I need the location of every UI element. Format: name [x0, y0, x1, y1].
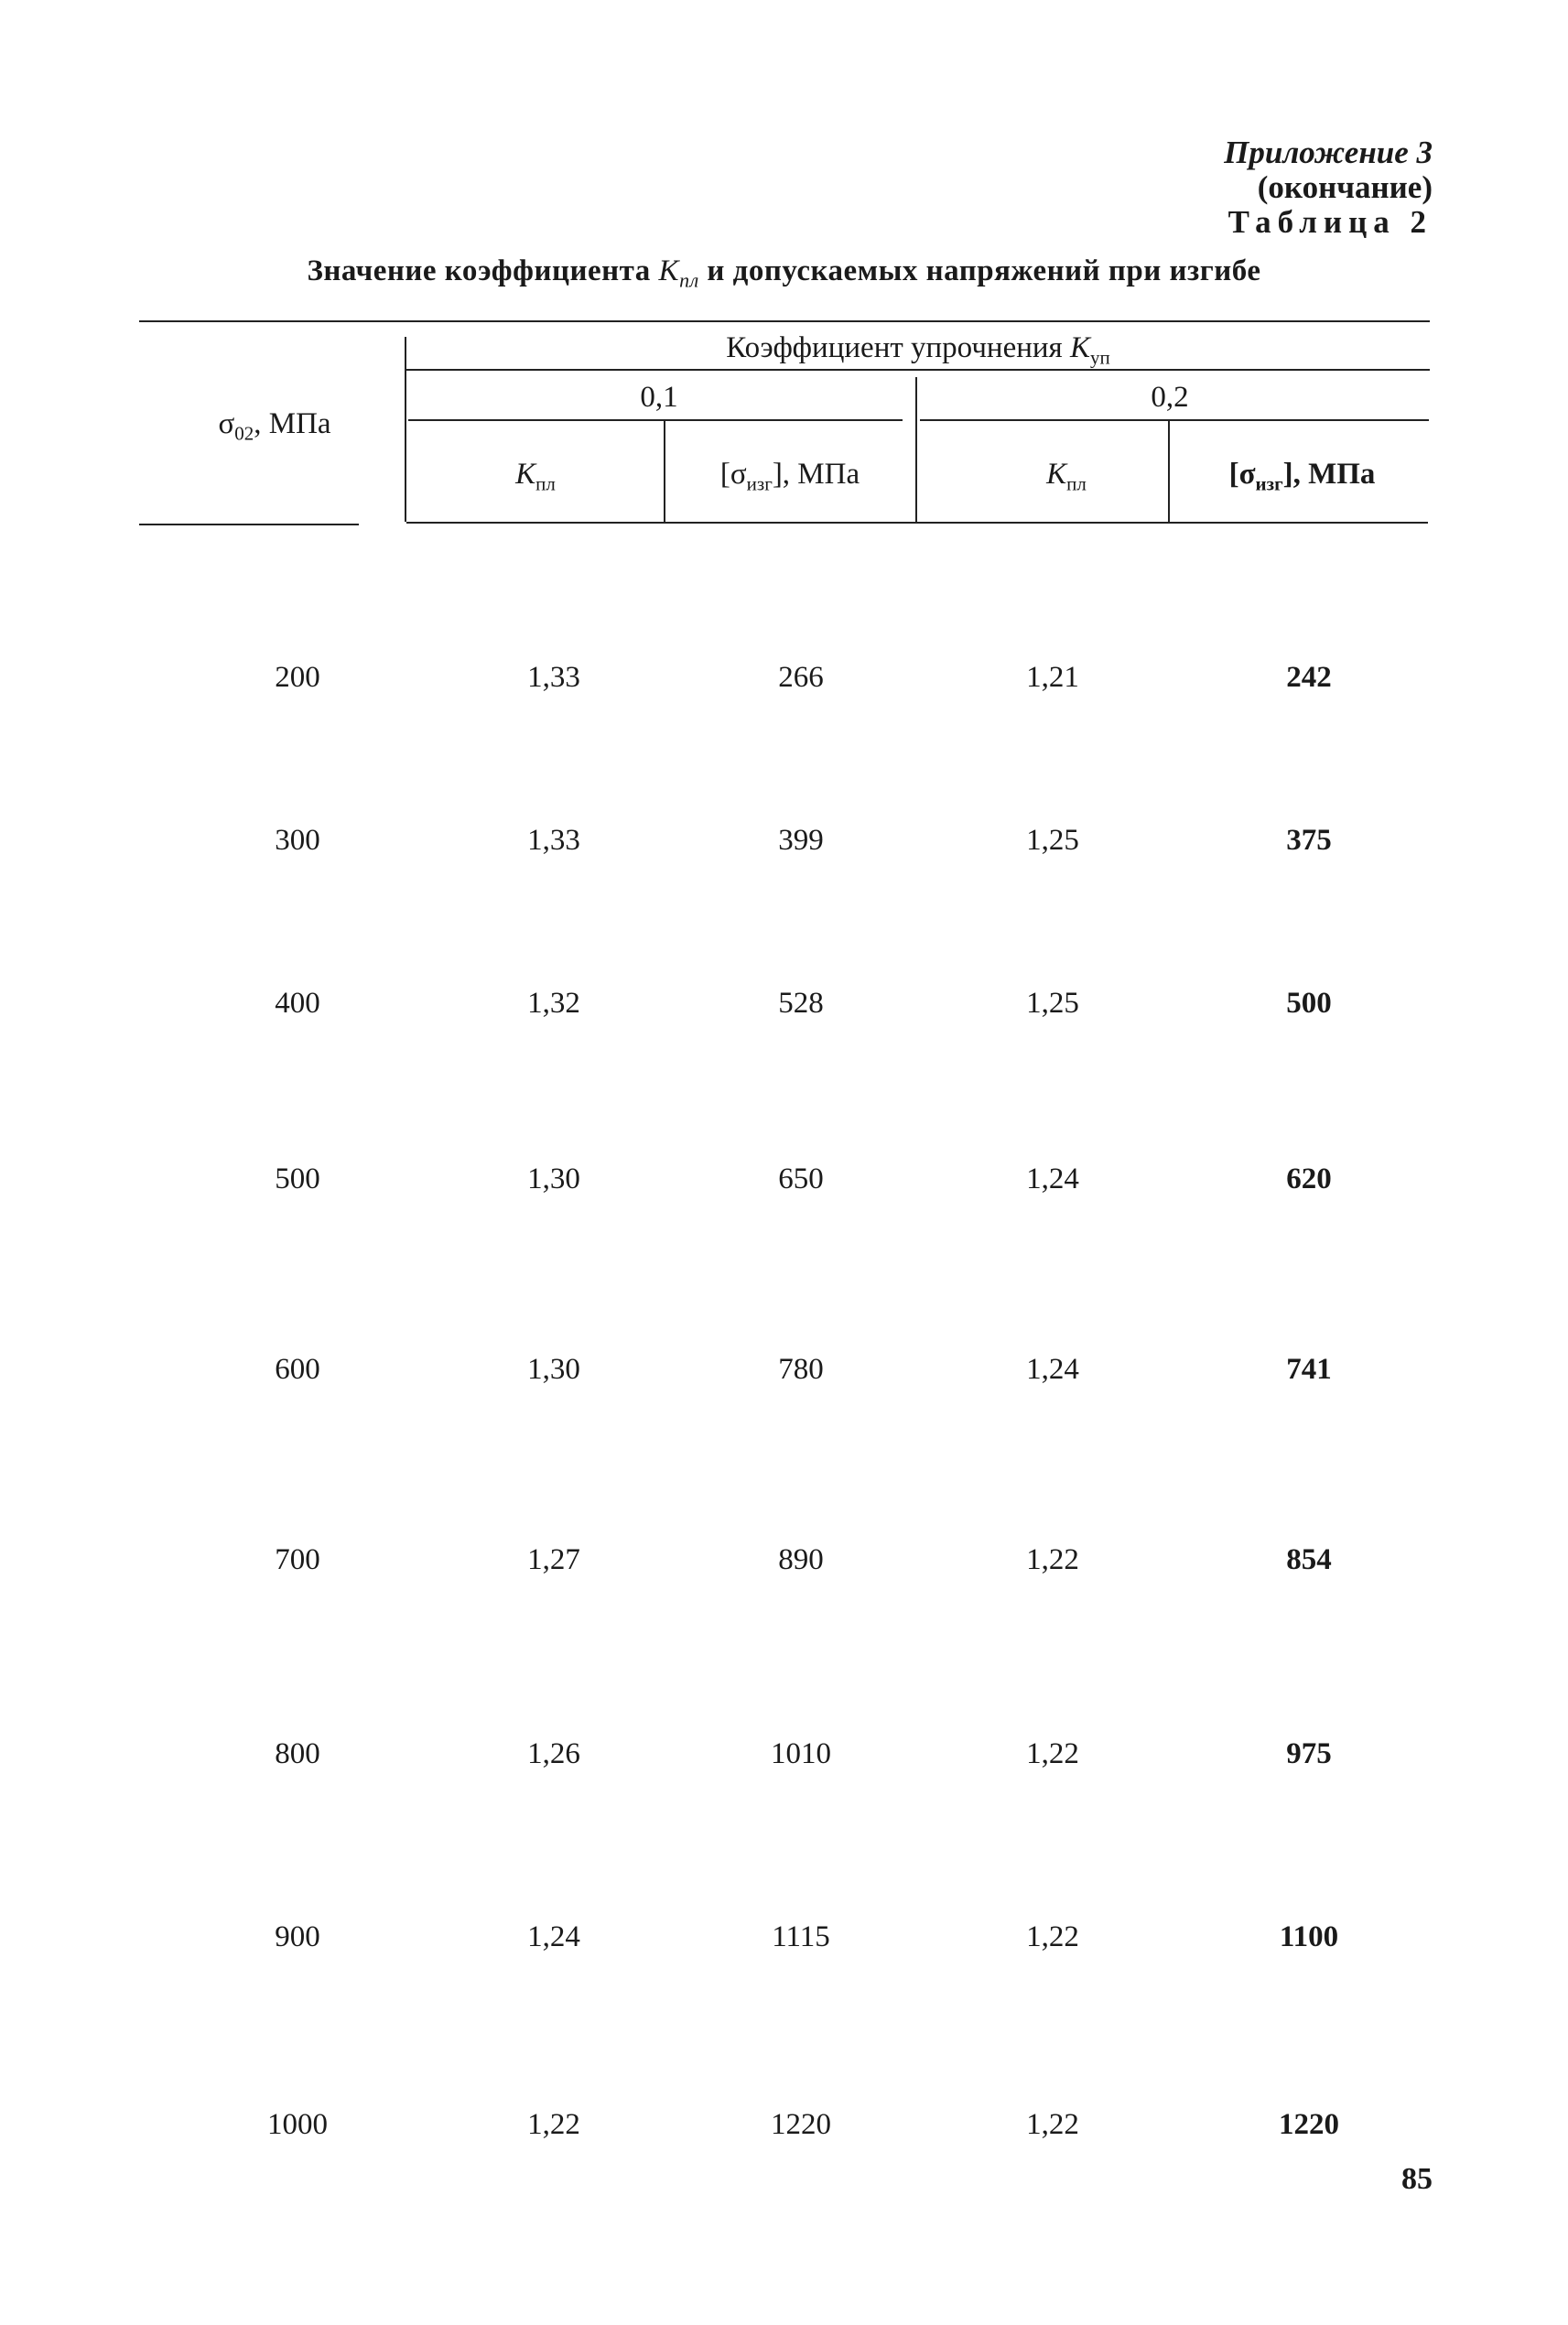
table-row-key-cell: 300 — [275, 824, 320, 857]
subheader-sigma-izg-1-subscript: изг — [746, 472, 773, 495]
table-cell: 1,22 — [1026, 1920, 1079, 1953]
header-hardening-coefficient — [406, 331, 1430, 370]
table-row-key-cell: 500 — [275, 1162, 320, 1195]
table-cell: 1,22 — [1026, 1543, 1079, 1576]
table-cell: 1,30 — [527, 1162, 580, 1195]
group-header-symbol: K — [1069, 331, 1090, 364]
group-header-text: Коэффициент упрочнения — [726, 331, 1070, 364]
table-cell: 399 — [778, 824, 824, 857]
table-cell: 1115 — [772, 1920, 830, 1953]
table-label: Таблица 2 — [1227, 204, 1433, 240]
caption-k-subscript: пл — [679, 268, 699, 292]
header-bottom-rule-right — [406, 522, 1428, 524]
header-sigma02-subscript: 02 — [234, 422, 254, 445]
subheader-sigma-izg-2-subscript: изг — [1255, 472, 1283, 495]
table-cell: 266 — [778, 661, 824, 694]
table-row-key-cell: 700 — [275, 1543, 320, 1576]
table-cell: 1,24 — [527, 1920, 580, 1953]
subheader-kpl-1 — [444, 458, 627, 496]
table-cell: 1,21 — [1026, 661, 1079, 694]
table-cell: 1,27 — [527, 1543, 580, 1576]
table-cell: 1,26 — [527, 1737, 580, 1770]
subheader-sigma-izg-2-symbol: [σ — [1228, 458, 1256, 491]
table-cell: 780 — [778, 1353, 824, 1386]
subheader-sigma-izg-2-unit: ], МПа — [1282, 458, 1376, 491]
table-cell: 1,30 — [527, 1353, 580, 1386]
subgroup-rule-left — [408, 419, 903, 421]
table-cell: 1,22 — [527, 2108, 580, 2141]
subheader-kpl-2-subscript: пл — [1066, 472, 1087, 495]
subheader-kpl-1-symbol: K — [515, 458, 536, 491]
table-cell: 1,33 — [527, 661, 580, 694]
subheader-sigma-izg-1-symbol: [σ — [719, 458, 747, 491]
table-row-key-cell: 600 — [275, 1353, 320, 1386]
table-row-key-cell: 900 — [275, 1920, 320, 1953]
header-sigma02-unit: , МПа — [254, 407, 331, 440]
appendix-subtitle: (окончание) — [1257, 169, 1433, 205]
subheader-sigma-izg-1 — [676, 458, 904, 496]
header-sigma02-symbol: σ — [218, 407, 235, 440]
table-cell: 1,25 — [1026, 987, 1079, 1020]
table-cell: 1,25 — [1026, 824, 1079, 857]
subheader-sigma-izg-1-unit: ], МПа — [772, 458, 860, 491]
subgroup-label-01: 0,1 — [640, 381, 678, 414]
caption-text-end: и допускаемых напряжений при изгибе — [698, 254, 1261, 287]
subheader-sigma-izg-2 — [1181, 458, 1423, 496]
table-cell: 1010 — [771, 1737, 831, 1770]
table-cell: 528 — [778, 987, 824, 1020]
subheader-kpl-2-symbol: K — [1046, 458, 1067, 491]
table-cell: 1,22 — [1026, 2108, 1079, 2141]
subheader-kpl-1-subscript: пл — [535, 472, 556, 495]
table-cell: 1100 — [1279, 1920, 1339, 1953]
table-cell: 500 — [1286, 987, 1332, 1020]
appendix-heading — [1224, 135, 1433, 240]
table-cell: 890 — [778, 1543, 824, 1576]
column-divider-2 — [664, 421, 665, 522]
caption-text-start: Значение коэффициента — [307, 254, 659, 287]
table-row-key-cell: 800 — [275, 1737, 320, 1770]
table-cell: 620 — [1286, 1162, 1332, 1195]
column-divider-4 — [1168, 421, 1170, 522]
table-cell: 1,32 — [527, 987, 580, 1020]
table-cell: 1,22 — [1026, 1737, 1079, 1770]
table-cell: 1,24 — [1026, 1353, 1079, 1386]
table-row-key-cell: 1000 — [267, 2108, 328, 2141]
table-cell: 650 — [778, 1162, 824, 1195]
column-divider-3 — [915, 377, 917, 522]
table-cell: 1,24 — [1026, 1162, 1079, 1195]
group-header-subscript: уп — [1090, 346, 1110, 369]
table-top-rule — [139, 320, 1430, 322]
table-cell: 1,33 — [527, 824, 580, 857]
table-cell: 975 — [1286, 1737, 1332, 1770]
subheader-kpl-2 — [975, 458, 1158, 496]
table-cell: 1220 — [1279, 2108, 1339, 2141]
table-row-key-cell: 400 — [275, 987, 320, 1020]
subgroup-label-02: 0,2 — [1151, 381, 1189, 414]
table-cell: 741 — [1286, 1353, 1332, 1386]
header-bottom-rule-left — [139, 524, 359, 525]
table-cell: 854 — [1286, 1543, 1332, 1576]
header-sigma02 — [183, 407, 366, 446]
table-caption — [0, 254, 1568, 293]
appendix-title: Приложение 3 — [1224, 135, 1433, 170]
table-cell: 1220 — [771, 2108, 831, 2141]
table-cell: 242 — [1286, 661, 1332, 694]
caption-k-symbol: K — [658, 254, 680, 287]
page-number: 85 — [1401, 2162, 1433, 2196]
table-row-key-cell: 200 — [275, 661, 320, 694]
subgroup-rule-right — [920, 419, 1429, 421]
table-cell: 375 — [1286, 824, 1332, 857]
